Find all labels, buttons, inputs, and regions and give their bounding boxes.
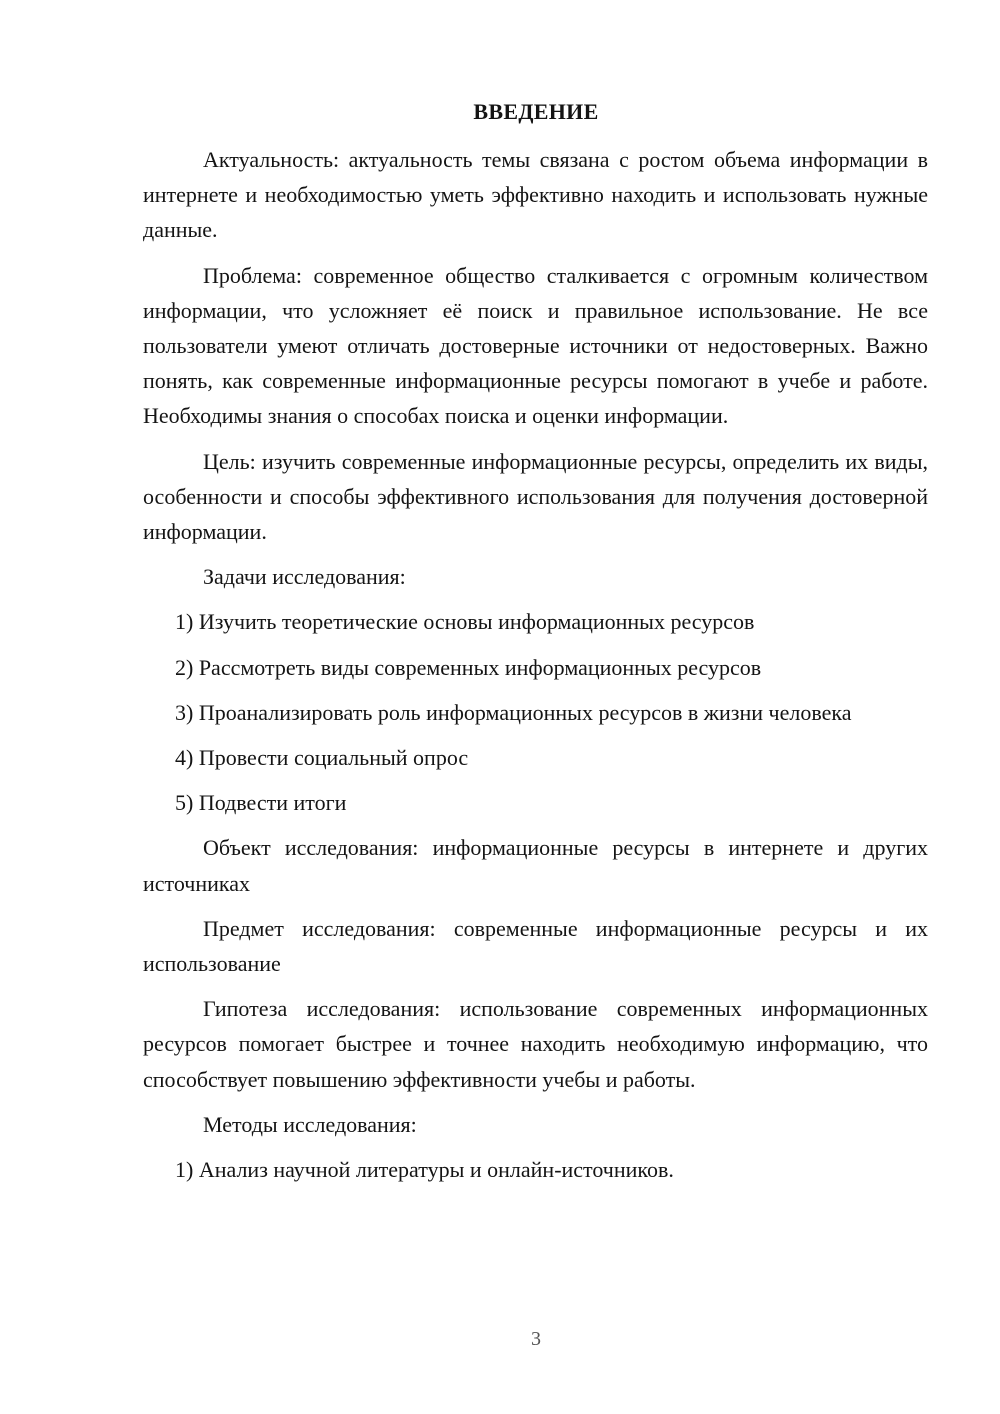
page-number: 3 [531, 1328, 541, 1350]
paragraph-subject: Предмет исследования: современные информационные ресурсы и их использование [143, 915, 928, 977]
paragraph-problem: Проблема: современное общество сталкивается с огромным количеством информации, что усложняет её поиск и правильное использование. Не все пользователи умеют отличать достоверные источники от недостоверных. Важно понять, как современные информационные ресурсы помогают в учебе и работе. Необходимы знания о способах поиска и оценки информации. [143, 262, 928, 429]
paragraph-goal: Цель: изучить современные информационные ресурсы, определить их виды, особенности и способы эффективного использования для получения достоверной информации. [143, 448, 928, 545]
task-item-4: 4) Провести социальный опрос [175, 745, 469, 771]
task-item-1: 1) Изучить теоретические основы информационных ресурсов [175, 609, 755, 635]
paragraph-tasks-title: Задачи исследования: [203, 564, 406, 590]
paragraph-hypothesis: Гипотеза исследования: использование современных информационных ресурсов помогает быстрее и точнее находить необходимую информацию, что способствует повышению эффективности учебы и работы. [143, 996, 928, 1092]
task-item-5: 5) Подвести итоги [175, 790, 347, 816]
paragraph-object: Объект исследования: информационные ресурсы в интернете и других источниках [143, 835, 928, 896]
section-heading: ВВЕДЕНИЕ [473, 99, 599, 124]
document-body [143, 142, 928, 1197]
method-item-1: 1) Анализ научной литературы и онлайн-источников. [175, 1157, 674, 1183]
paragraph-methods-title: Методы исследования: [203, 1111, 417, 1137]
paragraph-relevance: Актуальность: актуальность темы связана с ростом объема информации в интернете и необходимостью уметь эффективно находить и использовать нужные данные. [143, 147, 928, 243]
task-item-2: 2) Рассмотреть виды современных информационных ресурсов [175, 654, 762, 680]
task-item-3: 3) Проанализировать роль информационных ресурсов в жизни человека [175, 699, 852, 725]
